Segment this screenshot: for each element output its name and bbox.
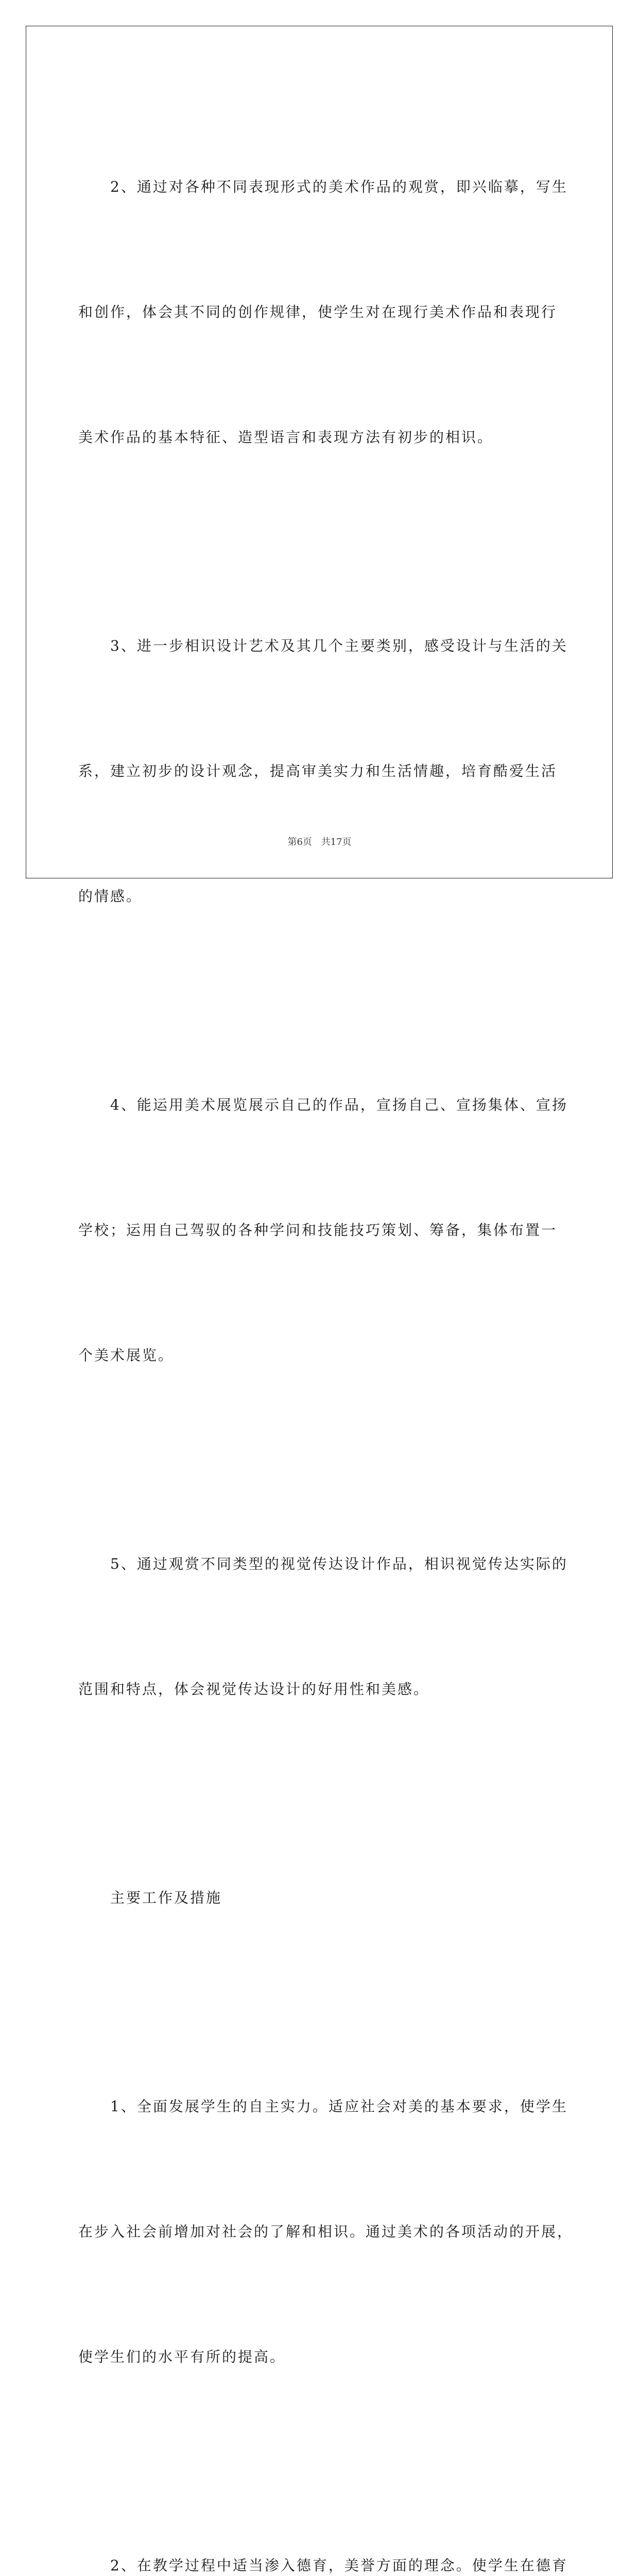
text-line: 2、通过对各种不同表现形式的美术作品的观赏，即兴临摹，写生 (110, 178, 568, 195)
text-line: 的情感。 (78, 888, 143, 905)
paragraph-2 (78, 541, 568, 1001)
paragraph-1 (78, 82, 568, 541)
text-line: 5、通过观赏不同类型的视觉传达设计作品，相识视觉传达实际的 (110, 1555, 568, 1572)
heading-text: 主要工作及措施 (110, 1889, 222, 1906)
page-number-current: 第6页 (287, 837, 312, 848)
paragraph-6 (78, 2461, 568, 2576)
text-line: 个美术展览。 (78, 1347, 175, 1364)
text-line: 使学生们的水平有所的提高。 (78, 2348, 286, 2365)
text-line: 学校；运用自己驾驭的各种学问和技能技巧策划、筹备，集体布置一 (78, 1222, 558, 1239)
text-line: 4、能运用美术展览展示自己的作品，宣扬自己、宣扬集体、宣扬 (110, 1096, 568, 1113)
paragraph-3 (78, 1001, 568, 1460)
paragraph-4 (78, 1460, 568, 1793)
text-line: 1、全面发展学生的自主实力。适应社会对美的基本要求，使学生 (110, 2098, 568, 2115)
text-line: 3、进一步相识设计艺术及其几个主要类别，感受设计与生活的关 (110, 637, 568, 654)
text-line: 范围和特点，体会视觉传达设计的好用性和美感。 (78, 1681, 430, 1698)
text-line: 和创作，体会其不同的创作规律，使学生对在现行美术作品和表现行 (78, 303, 558, 320)
page-footer (0, 835, 639, 848)
section-heading (78, 1793, 562, 2002)
text-line: 2、在教学过程中适当渗入德育，美誉方面的理念。使学生在德育 (110, 2557, 568, 2574)
document-body (78, 82, 574, 2576)
page-number-total: 共17页 (321, 837, 352, 848)
text-line: 在步入社会前增加对社会的了解和相识。通过美术的各项活动的开展， (78, 2223, 574, 2240)
paragraph-5 (78, 2002, 574, 2461)
text-line: 系，建立初步的设计观念，提高审美实力和生活情趣，培育酷爱生活 (78, 762, 558, 779)
text-line: 美术作品的基本特征、造型语言和表现方法有初步的相识。 (78, 429, 494, 446)
